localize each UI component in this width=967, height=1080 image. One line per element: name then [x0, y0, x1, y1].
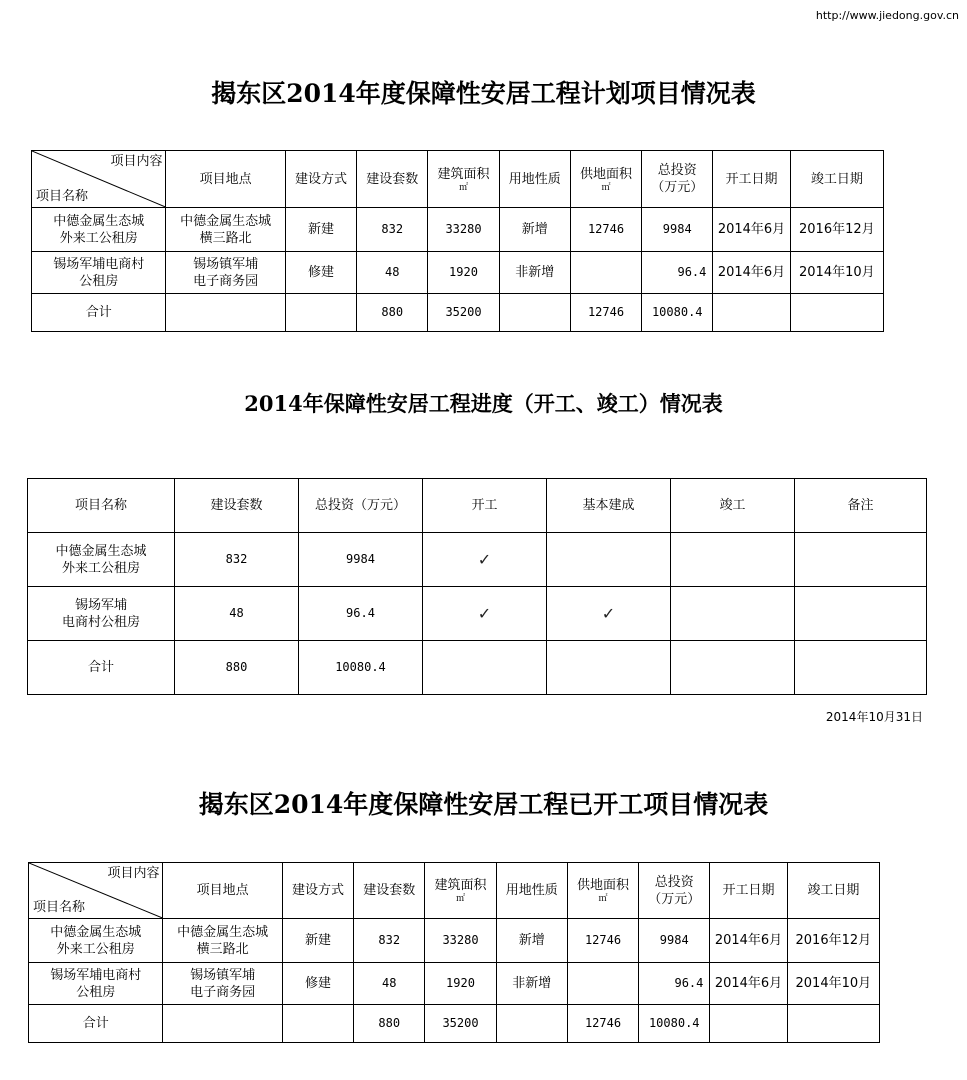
empty-cell [671, 533, 795, 587]
area-cell: 33280 [428, 208, 499, 252]
header-cell: 开工 [423, 479, 547, 533]
invest-cell: 96.4 [642, 252, 713, 294]
diag-top-label: 项目内容 [107, 866, 160, 881]
report-date: 2014年10月31日 [825, 710, 923, 724]
started-check-icon: ✓ [423, 587, 547, 641]
table-header-row [28, 479, 927, 533]
header-cell: 用地性质 [496, 863, 567, 919]
text-line: 横三路北 [199, 230, 252, 246]
place-cell [166, 208, 285, 252]
text-line: 电子商务园 [193, 273, 259, 289]
empty-cell [790, 294, 883, 332]
area-cell: 33280 [425, 919, 496, 963]
units-cell: 832 [175, 533, 299, 587]
table3-title: 揭东区2014年度保障性安居工程已开工项目情况表 [198, 790, 769, 819]
total-invest-cell: 10080.4 [639, 1005, 710, 1043]
empty-cell [547, 533, 671, 587]
mode-cell: 修建 [285, 252, 356, 294]
table-header-row [32, 151, 884, 208]
unit-label: ㎡ [455, 894, 465, 904]
place-cell [166, 252, 285, 294]
start-date-cell: 2014年6月 [713, 208, 790, 252]
header-cell [425, 863, 496, 919]
total-area-cell: 35200 [428, 294, 499, 332]
empty-cell [166, 294, 285, 332]
header-label: 供地面积 [576, 878, 629, 893]
place-cell [163, 919, 282, 963]
text-line: 电商村公租房 [61, 614, 140, 630]
empty-cell [671, 587, 795, 641]
header-cell: 建设方式 [285, 151, 356, 208]
land-cell: 非新增 [499, 252, 570, 294]
header-cell: 竣工日期 [790, 151, 883, 208]
text-line: 中德金属生态城 [180, 213, 272, 229]
header-cell: 竣工日期 [787, 863, 879, 919]
text-line: 横三路北 [196, 941, 249, 957]
text-line: 锡场军埔电商村 [53, 256, 145, 272]
supply-cell: 12746 [567, 919, 638, 963]
total-row [29, 1005, 880, 1043]
empty-cell [713, 294, 790, 332]
project-name-cell [29, 919, 163, 963]
land-cell: 非新增 [496, 963, 567, 1005]
invest-cell: 96.4 [299, 587, 423, 641]
end-date-cell: 2016年12月 [787, 919, 879, 963]
unit-label: ㎡ [601, 182, 611, 193]
total-label-cell: 合计 [28, 641, 175, 695]
header-cell: 备注 [795, 479, 927, 533]
supply-cell: 12746 [570, 208, 641, 252]
total-units-cell: 880 [354, 1005, 425, 1043]
empty-cell [282, 1005, 353, 1043]
diagonal-header-cell [29, 863, 163, 919]
project-name-cell [28, 587, 175, 641]
end-date-cell: 2014年10月 [790, 252, 883, 294]
total-supply-cell: 12746 [570, 294, 641, 332]
text-line: 锡场镇军埔 [190, 967, 256, 983]
table-row [29, 963, 880, 1005]
project-name-cell [29, 963, 163, 1005]
mode-cell: 修建 [282, 963, 353, 1005]
unit-label: ㎡ [598, 894, 608, 904]
started-check-icon: ✓ [423, 533, 547, 587]
table-header-row [29, 863, 880, 919]
mode-cell: 新建 [282, 919, 353, 963]
unit-label: ㎡ [458, 182, 468, 193]
unit-label: （万元） [648, 891, 701, 907]
header-cell: 基本建成 [547, 479, 671, 533]
place-cell [163, 963, 282, 1005]
table2-title: 2014年保障性安居工程进度（开工、竣工）情况表 [244, 391, 723, 416]
units-cell: 832 [357, 208, 428, 252]
header-label: 建筑面积 [437, 166, 490, 182]
started-table [28, 862, 880, 1043]
start-date-cell: 2014年6月 [713, 252, 790, 294]
land-cell: 新增 [499, 208, 570, 252]
invest-cell: 9984 [639, 919, 710, 963]
invest-cell: 9984 [642, 208, 713, 252]
header-cell: 建设套数 [357, 151, 428, 208]
text-line: 外来工公租房 [61, 560, 140, 576]
header-cell [428, 151, 499, 208]
table-row [29, 919, 880, 963]
unit-label: （万元） [651, 180, 704, 195]
text-line: 中德金属生态城 [55, 543, 147, 559]
header-cell [639, 863, 710, 919]
units-cell: 48 [175, 587, 299, 641]
total-invest-cell: 10080.4 [642, 294, 713, 332]
header-cell: 项目地点 [163, 863, 282, 919]
header-cell: 开工日期 [710, 863, 787, 919]
header-cell: 项目地点 [166, 151, 285, 208]
header-cell [567, 863, 638, 919]
empty-cell [710, 1005, 787, 1043]
empty-cell [163, 1005, 282, 1043]
text-line: 中德金属生态城 [53, 213, 145, 229]
plan-table [31, 150, 884, 332]
total-area-cell: 35200 [425, 1005, 496, 1043]
header-cell [642, 151, 713, 208]
end-date-cell: 2016年12月 [790, 208, 883, 252]
project-name-cell [32, 208, 166, 252]
supply-cell [570, 252, 641, 294]
empty-cell [499, 294, 570, 332]
empty-cell [423, 641, 547, 695]
header-cell: 总投资（万元） [299, 479, 423, 533]
total-units-cell: 880 [175, 641, 299, 695]
progress-table [27, 478, 927, 695]
header-cell: 开工日期 [713, 151, 790, 208]
land-cell: 新增 [496, 919, 567, 963]
site-url: http://www.jiedong.gov.cn [815, 9, 959, 22]
header-cell: 建设方式 [282, 863, 353, 919]
units-cell: 48 [354, 963, 425, 1005]
text-line: 电子商务园 [190, 984, 256, 1000]
text-line: 中德金属生态城 [177, 924, 269, 940]
start-date-cell: 2014年6月 [710, 919, 787, 963]
units-cell: 832 [354, 919, 425, 963]
header-cell: 竣工 [671, 479, 795, 533]
text-line: 中德金属生态城 [50, 924, 142, 940]
text-line: 公租房 [76, 984, 116, 1000]
total-label-cell: 合计 [32, 294, 166, 332]
total-row [28, 641, 927, 695]
area-cell: 1920 [425, 963, 496, 1005]
invest-cell: 96.4 [639, 963, 710, 1005]
diag-bottom-label: 项目名称 [36, 189, 89, 204]
total-label-cell: 合计 [29, 1005, 163, 1043]
total-invest-cell: 10080.4 [299, 641, 423, 695]
empty-cell [787, 1005, 879, 1043]
text-line: 锡场镇军埔 [193, 256, 259, 272]
total-row [32, 294, 884, 332]
header-label: 供地面积 [579, 166, 632, 182]
total-supply-cell: 12746 [567, 1005, 638, 1043]
end-date-cell: 2014年10月 [787, 963, 879, 1005]
supply-cell [567, 963, 638, 1005]
header-cell [570, 151, 641, 208]
text-line: 外来工公租房 [56, 941, 135, 957]
header-label: 建筑面积 [434, 878, 487, 893]
header-cell: 建设套数 [354, 863, 425, 919]
table-row [32, 252, 884, 294]
start-date-cell: 2014年6月 [710, 963, 787, 1005]
built-check-icon: ✓ [547, 587, 671, 641]
project-name-cell [32, 252, 166, 294]
units-cell: 48 [357, 252, 428, 294]
header-cell: 项目名称 [28, 479, 175, 533]
project-name-cell [28, 533, 175, 587]
header-cell: 用地性质 [499, 151, 570, 208]
mode-cell: 新建 [285, 208, 356, 252]
empty-cell [285, 294, 356, 332]
empty-cell [795, 587, 927, 641]
empty-cell [547, 641, 671, 695]
empty-cell [671, 641, 795, 695]
table1-title: 揭东区2014年度保障性安居工程计划项目情况表 [211, 79, 756, 108]
empty-cell [795, 641, 927, 695]
text-line: 外来工公租房 [59, 230, 138, 246]
text-line: 锡场军埔 [74, 597, 127, 613]
text-line: 锡场军埔电商村 [50, 967, 142, 983]
diagonal-header-cell [32, 151, 166, 208]
diag-bottom-label: 项目名称 [33, 900, 86, 915]
diag-top-label: 项目内容 [110, 154, 163, 169]
table-row [32, 208, 884, 252]
empty-cell [795, 533, 927, 587]
area-cell: 1920 [428, 252, 499, 294]
table-row [28, 533, 927, 587]
header-cell: 建设套数 [175, 479, 299, 533]
empty-cell [496, 1005, 567, 1043]
header-label: 总投资 [654, 874, 694, 890]
header-label: 总投资 [657, 163, 697, 178]
table-row [28, 587, 927, 641]
text-line: 公租房 [79, 273, 119, 289]
invest-cell: 9984 [299, 533, 423, 587]
total-units-cell: 880 [357, 294, 428, 332]
